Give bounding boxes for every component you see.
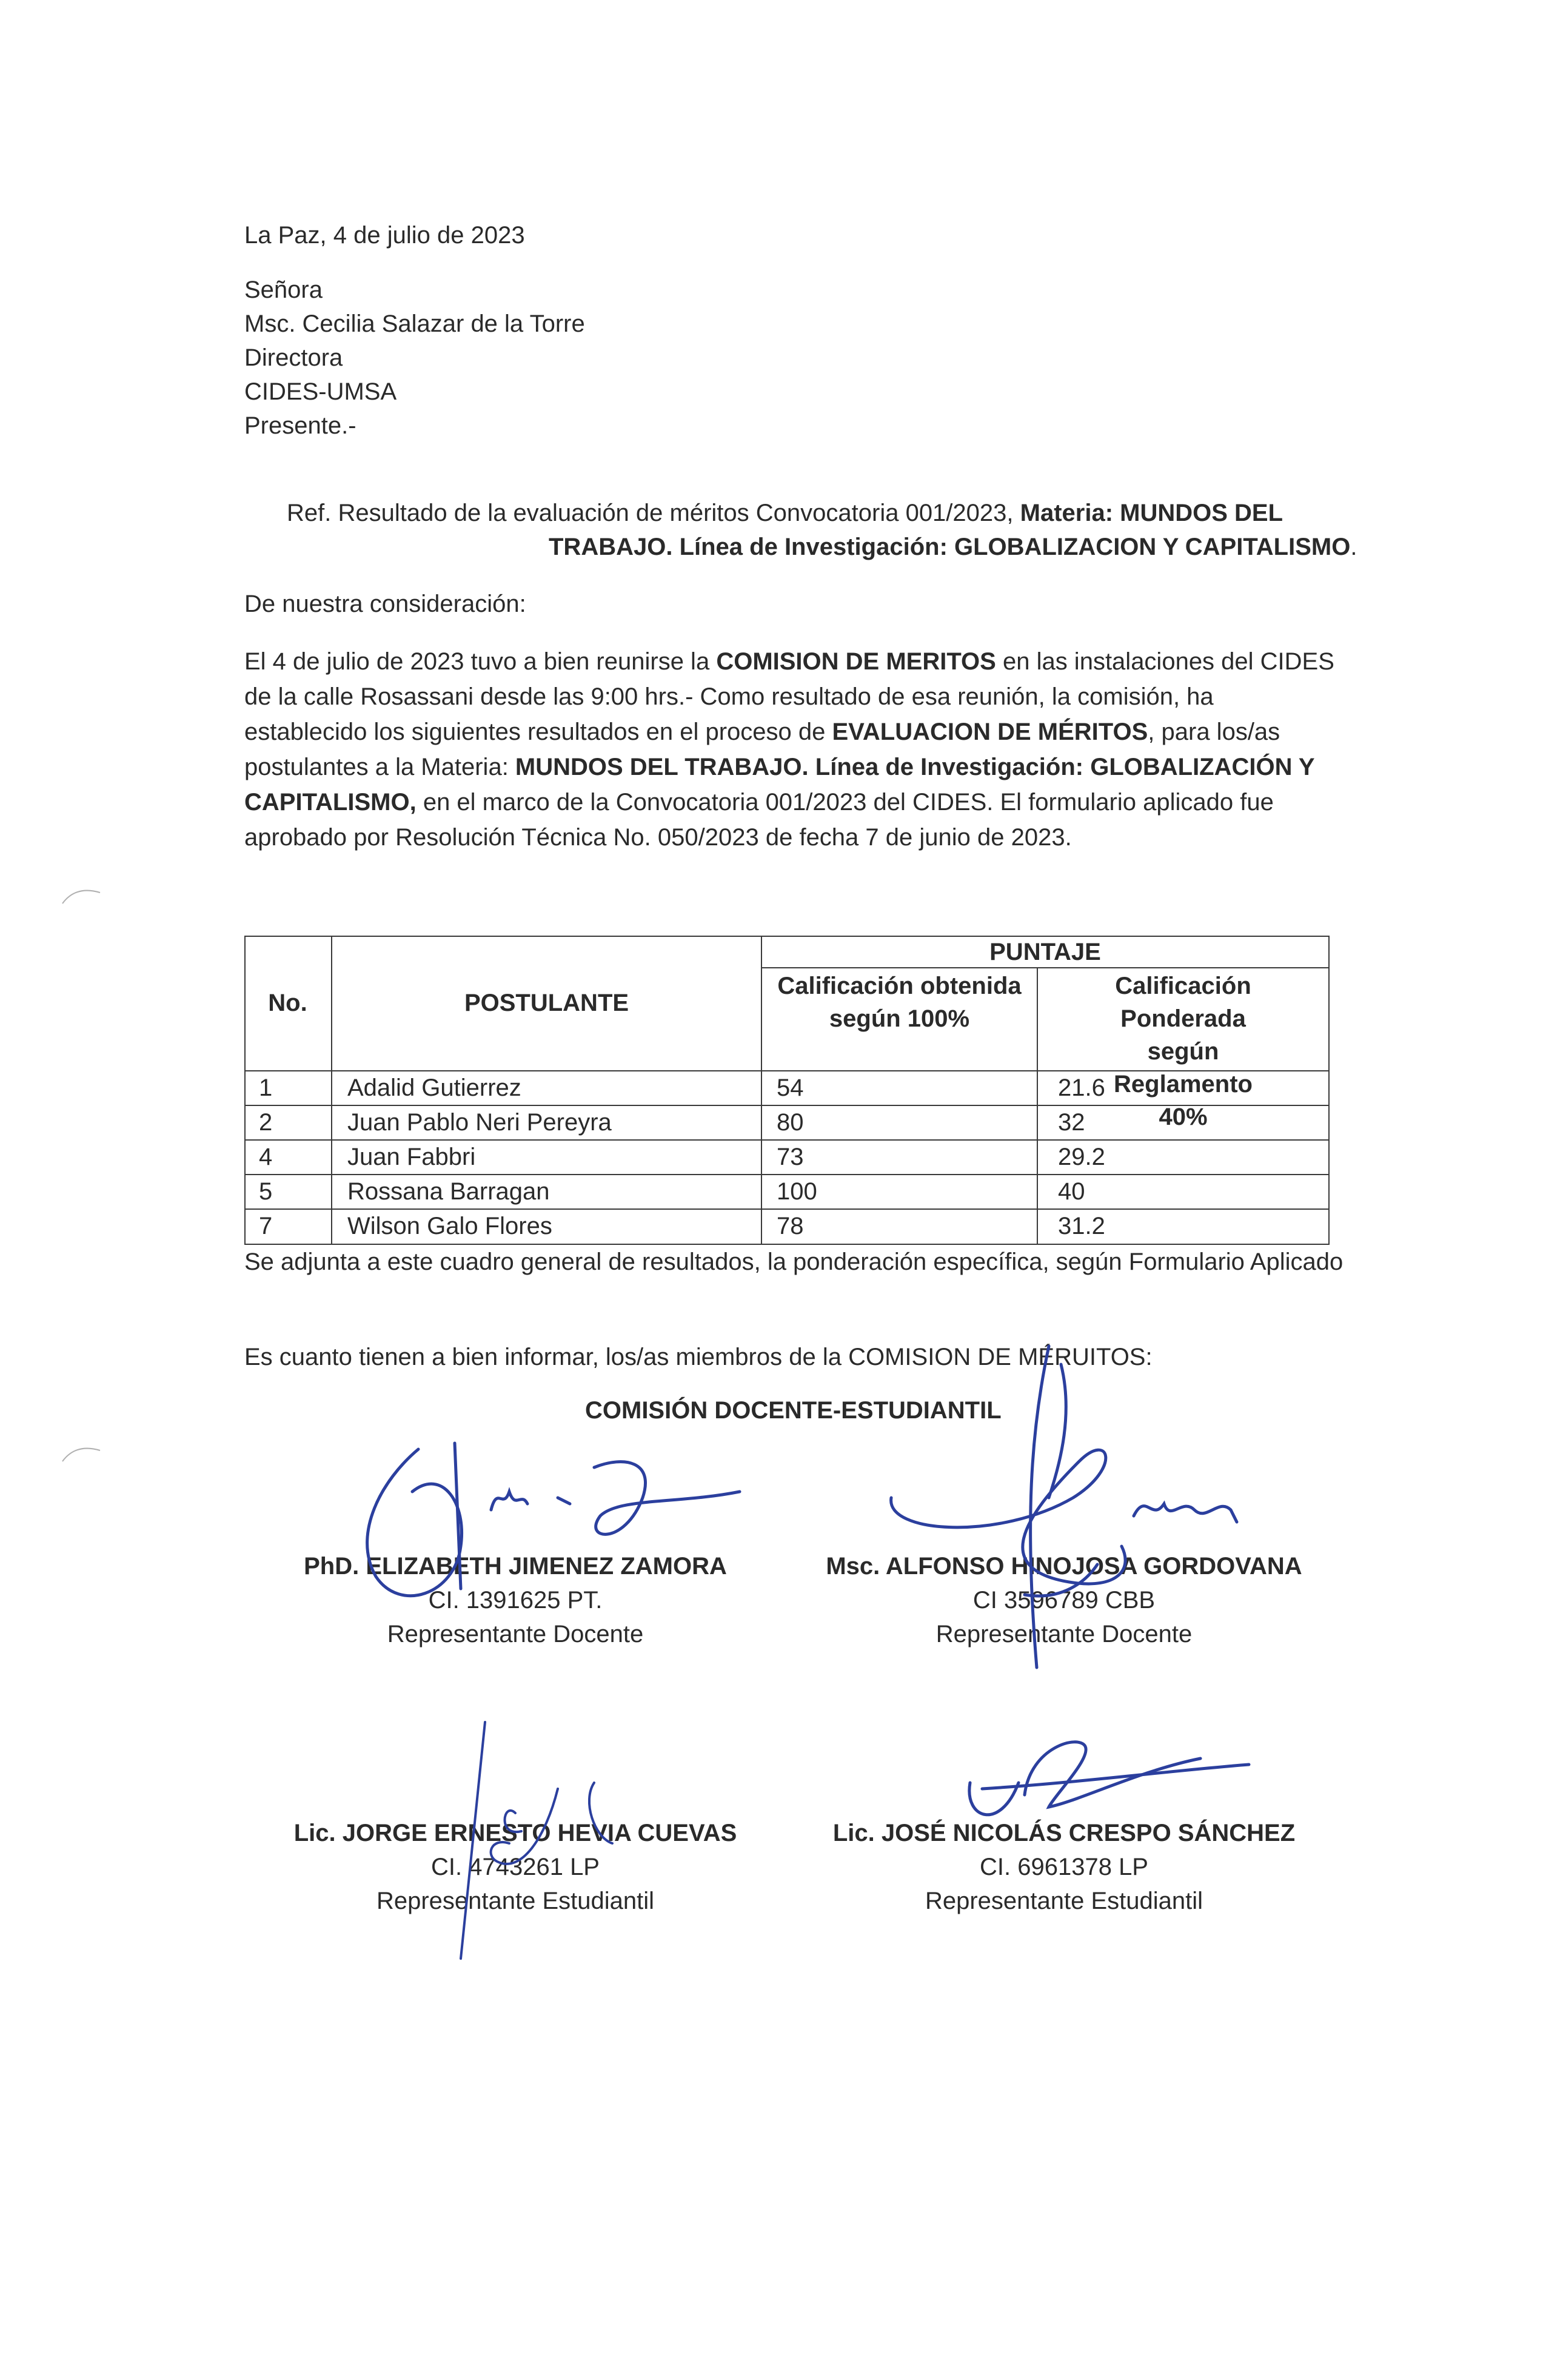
signatory-block	[806, 1549, 1322, 1651]
recipient-name: Msc. Cecilia Salazar de la Torre	[244, 310, 585, 337]
signatory-block	[273, 1816, 758, 1918]
row-no: 1	[259, 1074, 273, 1101]
body-bold-1: COMISION DE MERITOS	[716, 648, 996, 675]
recipient-position: Directora	[244, 344, 343, 371]
header-calificacion-ponderada: Calificación Ponderada según Reglamento 40%	[1114, 973, 1253, 1130]
reference-materia: Materia: MUNDOS DEL	[1020, 500, 1283, 526]
row-weighted: 32	[1058, 1109, 1085, 1136]
signatory-block	[806, 1816, 1322, 1918]
signatory-name: PhD. ELIZABETH JIMENEZ ZAMORA	[304, 1553, 727, 1580]
reference-prefix: Ref. Resultado de la evaluación de méritos Convocatoria 001/2023,	[287, 500, 1020, 526]
row-no: 7	[259, 1213, 273, 1239]
body-text-1: El 4 de julio de 2023 tuvo a bien reunirse la	[244, 648, 717, 675]
closing-line: Es cuanto tienen a bien informar, los/as miembros de la COMISION DE MÉRUITOS:	[244, 1344, 1153, 1370]
signatory-name: Msc. ALFONSO HINOJOSA GORDOVANA	[826, 1553, 1302, 1580]
row-no: 2	[259, 1109, 273, 1136]
row-postulante: Juan Pablo Neri Pereyra	[347, 1109, 612, 1136]
letter-date: La Paz, 4 de julio de 2023	[244, 222, 525, 249]
signatory-name: Lic. JOSÉ NICOLÁS CRESPO SÁNCHEZ	[832, 1820, 1296, 1846]
reference-linea: TRABAJO. Línea de Investigación: GLOBALIZACION Y CAPITALISMO	[549, 534, 1351, 560]
signatory-id: CI. 1391625 PT.	[428, 1587, 603, 1614]
body-bold-2: EVALUACION DE MÉRITOS	[832, 719, 1148, 745]
scan-mark	[58, 1437, 106, 1473]
attachment-note: Se adjunta a este cuadro general de resultados, la ponderación específica, según Formulario Aplicado	[244, 1249, 1344, 1275]
row-score: 100	[777, 1178, 817, 1205]
signatory-id: CI 3596789 CBB	[972, 1587, 1156, 1614]
row-no: 5	[259, 1178, 273, 1205]
recipient-institution: CIDES-UMSA	[244, 378, 397, 405]
row-weighted: 31.2	[1058, 1213, 1105, 1239]
header-no: No.	[268, 990, 307, 1016]
row-score: 54	[777, 1074, 804, 1101]
signatory-role: Representante Estudiantil	[376, 1888, 655, 1914]
header-calificacion-obtenida: Calificación obtenida según 100%	[777, 973, 1022, 1032]
row-weighted: 40	[1058, 1178, 1085, 1205]
body-text-4: en el marco de la Convocatoria 001/2023 del CIDES. El formulario aplicado fue aprobado por Resolución Técnica No. 050/2023 de fecha 7 de junio de 2023.	[244, 789, 1274, 851]
row-postulante: Rossana Barragan	[347, 1178, 550, 1205]
signature-crespo	[897, 1710, 1261, 1831]
row-weighted: 21.6	[1058, 1074, 1105, 1101]
signatory-role: Representante Estudiantil	[925, 1888, 1203, 1914]
reference-line-2	[549, 530, 1357, 564]
commission-title: COMISIÓN DOCENTE-ESTUDIANTIL	[585, 1397, 1002, 1424]
results-table	[244, 936, 1330, 1245]
row-postulante: Wilson Galo Flores	[347, 1213, 552, 1239]
reference-line-1	[287, 496, 1283, 530]
greeting: De nuestra consideración:	[244, 591, 526, 617]
reference-end: .	[1350, 534, 1357, 560]
signatory-block	[273, 1549, 758, 1651]
row-score: 78	[777, 1213, 804, 1239]
row-postulante: Juan Fabbri	[347, 1144, 476, 1170]
signatory-role: Representante Docente	[935, 1621, 1193, 1648]
body-bold-3: MUNDOS DEL TRABAJO. Línea de Investigación: GLOBALIZACIÓN Y CAPITALISMO,	[244, 754, 1314, 816]
recipient-salutation: Señora	[244, 277, 323, 303]
row-score: 73	[777, 1144, 804, 1170]
body-paragraph	[244, 644, 1336, 855]
signatory-name: Lic. JORGE ERNESTO HEVIA CUEVAS	[293, 1820, 737, 1846]
signatory-id: CI. 4743261 LP	[431, 1854, 600, 1880]
row-no: 4	[259, 1144, 273, 1170]
header-postulante: POSTULANTE	[464, 990, 629, 1016]
body-text-2: en las instalaciones del CIDES de la calle Rosassani desde las 9:00 hrs.- Como resultado de esa reunión, la comisión, ha establecido los siguientes resultados en el proceso de	[244, 648, 1334, 745]
row-weighted: 29.2	[1058, 1144, 1105, 1170]
row-score: 80	[777, 1109, 804, 1136]
scan-mark	[58, 879, 106, 916]
recipient-presente: Presente.-	[244, 412, 356, 439]
body-text-3: , para los/as postulantes a la Materia:	[244, 719, 1280, 780]
row-postulante: Adalid Gutierrez	[347, 1074, 521, 1101]
signatory-id: CI. 6961378 LP	[980, 1854, 1148, 1880]
header-puntaje: PUNTAJE	[989, 939, 1101, 965]
signatory-role: Representante Docente	[387, 1621, 644, 1648]
